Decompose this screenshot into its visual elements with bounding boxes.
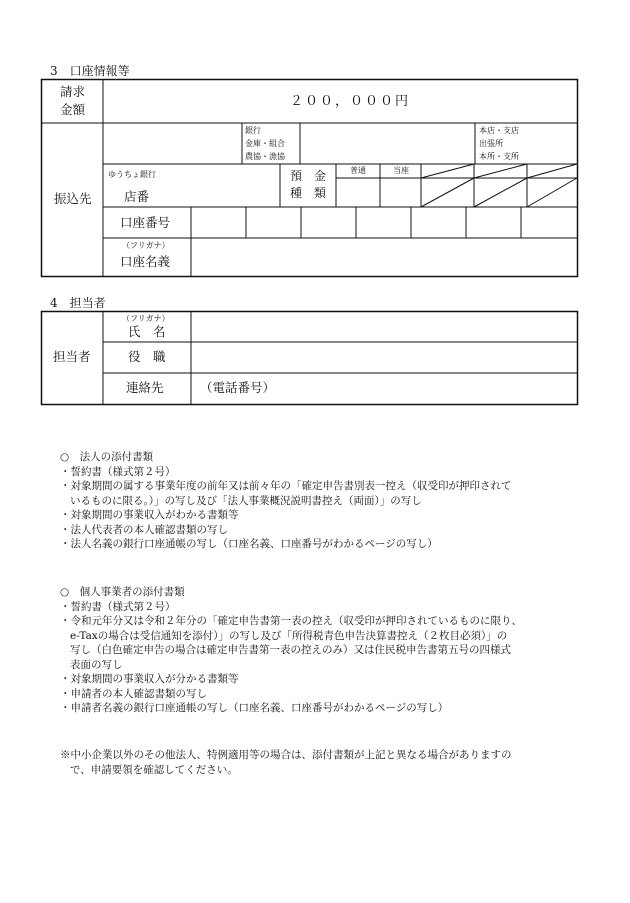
footnote-line: ※中小企業以外のその他法人、特例適用等の場合は、添付書類が上記と異なる場合がありますの xyxy=(60,749,512,761)
corp-item: いるものに限る。）」の写し及び「法人事業概況説明書控え（両面）」の写し xyxy=(70,494,422,507)
indiv-item: ・令和元年分又は令和２年分の「確定申告書第一表の控え（収受印が押印されているものに限り、 xyxy=(60,615,522,627)
corp-item: ・法人代表者の本人確認書類の写し xyxy=(60,523,228,536)
indiv-item: 表面の写し xyxy=(70,658,123,671)
deposit-kind-label-2: 種 類 xyxy=(290,186,327,200)
bank-type-nokyo: 農協・漁協 xyxy=(245,152,285,161)
corp-attachments xyxy=(60,450,512,552)
indiv-item: ・誓約書（様式第２号） xyxy=(60,600,176,613)
transfer-label: 振込先 xyxy=(54,191,92,206)
request-label-1: 請求 xyxy=(60,84,86,99)
indiv-item: 写し（白色確定申告の場合は確定申告書第一表の控えのみ）又は住民税申告書第五号の四様式 xyxy=(70,644,511,656)
deposit-kind-label-1: 預 金 xyxy=(290,169,327,183)
indiv-heading: ○ 個人事業者の添付書類 xyxy=(60,586,185,598)
branch-type-head: 本所・支所 xyxy=(479,152,519,161)
yucho-label: ゆうちょ銀行 xyxy=(108,170,156,179)
indiv-item: ・申請者名義の銀行口座通帳の写し（口座名義、口座番号がわかるページの写し） xyxy=(60,702,449,714)
branch-type-office: 出張所 xyxy=(479,139,503,148)
section-4-heading: 4 担当者 xyxy=(50,296,106,310)
contact-table-border xyxy=(42,312,578,405)
name-furigana: （フリガナ） xyxy=(122,314,170,323)
indiv-item: ・申請者の本人確認書類の写し xyxy=(60,687,207,700)
account-name-furigana: （フリガナ） xyxy=(122,241,170,250)
indiv-item: e-Taxの場合は受信通知を添付）」の写し及び「所得税青色申告決算書控え（２枚目必須）」の xyxy=(70,629,508,642)
branch-type-main: 本店・支店 xyxy=(479,126,519,135)
corp-heading: ○ 法人の添付書類 xyxy=(60,451,154,463)
account-number-label: 口座番号 xyxy=(120,215,171,230)
account-name-label: 口座名義 xyxy=(120,254,171,269)
position-label: 役 職 xyxy=(128,349,166,364)
request-amount: ２００，０００円 xyxy=(290,94,411,109)
corp-item: ・対象期間の事業収入がわかる書類等 xyxy=(60,509,239,521)
footnote xyxy=(60,748,512,777)
deposit-regular: 普通 xyxy=(350,166,366,175)
individual-attachments xyxy=(60,585,522,716)
deposit-current: 当座 xyxy=(393,166,409,175)
bank-type-bank: 銀行 xyxy=(245,126,261,135)
section-3-heading: 3 口座情報等 xyxy=(50,64,130,78)
indiv-item: ・対象期間の事業収入が分かる書類等 xyxy=(60,673,239,685)
request-label-2: 金額 xyxy=(60,102,86,117)
footnote-line: で、申請要領を確認してください。 xyxy=(70,763,238,776)
bank-type-shinkin: 金庫・組合 xyxy=(245,139,285,148)
branch-number-label: 店番 xyxy=(124,189,150,204)
phone-label: （電話番号） xyxy=(200,380,276,395)
corp-item: ・誓約書（様式第２号） xyxy=(60,465,176,478)
name-label: 氏 名 xyxy=(128,324,166,339)
corp-item: ・対象期間の属する事業年度の前年又は前々年の「確定申告書別表一控え（収受印が押印されて xyxy=(60,480,512,492)
corp-item: ・法人名義の銀行口座通帳の写し（口座名義、口座番号がわかるページの写し） xyxy=(60,538,438,550)
person-label: 担当者 xyxy=(53,349,91,364)
contact-label: 連絡先 xyxy=(126,380,164,395)
